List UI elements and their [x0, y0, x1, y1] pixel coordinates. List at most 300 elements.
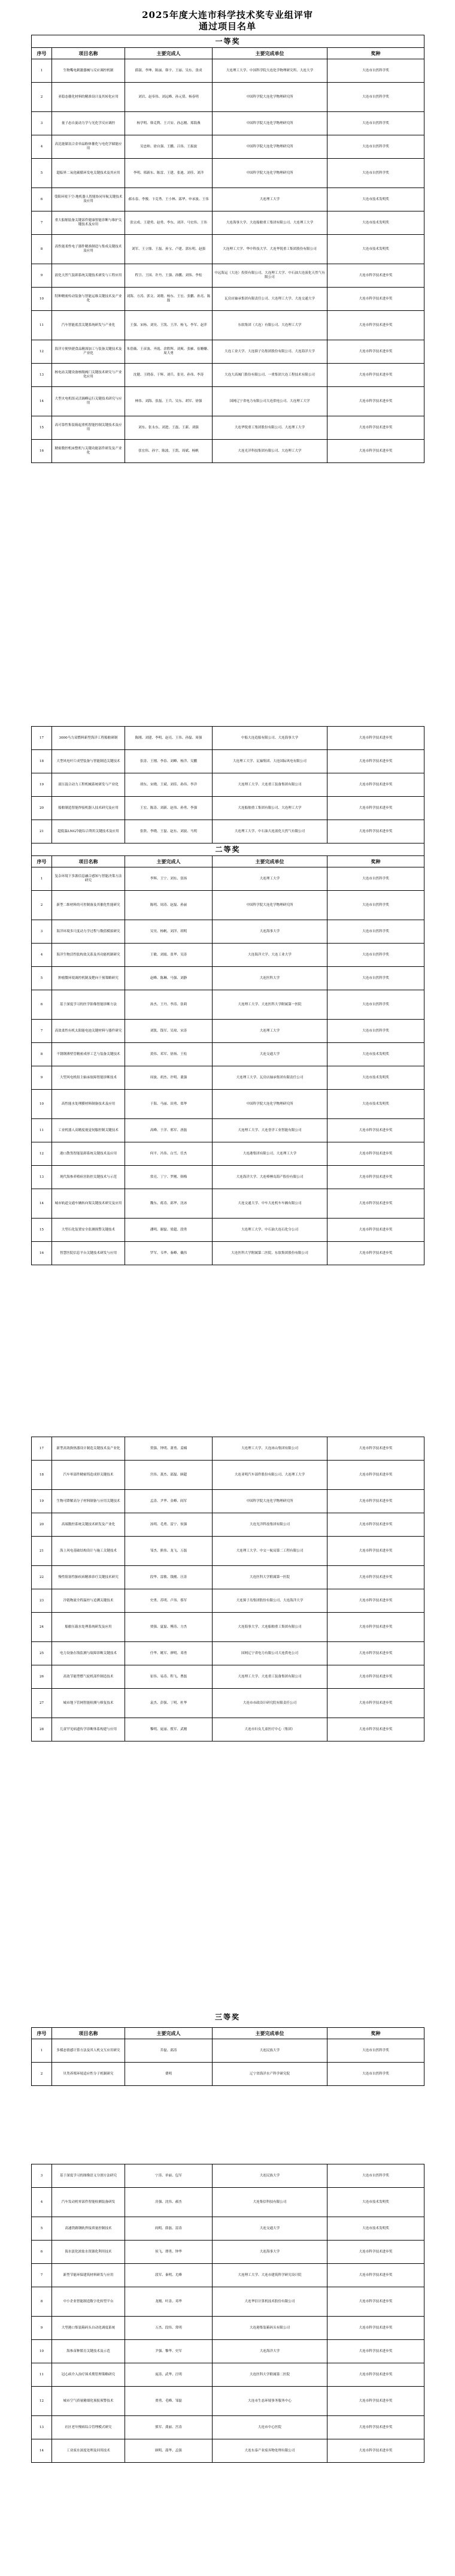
cell-award-type: 大连市自然科学奖: [327, 83, 424, 112]
table-row: [32, 264, 424, 288]
cell-no: 20: [32, 1513, 52, 1537]
cell-no: 21: [32, 820, 52, 843]
cell-people: 王强、宋杨、刘昊、王凯、王洋、杨飞、李军、赵萍: [125, 311, 213, 340]
cell-award-type: 大连市技术发明奖: [327, 188, 424, 211]
table-row: [32, 2387, 424, 2416]
cell-project-name: 汽车零部件精密铸造成形关键技术: [52, 1461, 125, 1490]
cell-people: 张欣、李晓、王磊、赵东、刘波、马明: [125, 820, 213, 843]
cell-units: 大连理工大学: [213, 867, 327, 891]
cell-no: 5: [32, 967, 52, 990]
cell-units: 中国科学院大连化学物理研究所: [213, 1490, 327, 1513]
table-row: [32, 2039, 424, 2063]
cell-units: 大连光洋科技集团有限公司: [213, 1513, 327, 1537]
cell-units: 大连理工大学、瓦房店轴承集团有限责任公司: [213, 1066, 327, 1090]
cell-no: 9: [32, 2317, 52, 2340]
table-row: [32, 1219, 424, 1242]
cell-people: 庞涛、武华、汪明: [125, 2363, 213, 2387]
cell-project-name: 复杂环境下多源信息融合感知与智能决策方法研究: [52, 867, 125, 891]
table-row: [32, 944, 424, 967]
table-row: [32, 727, 424, 750]
cell-project-name: 核电站关键设备核级阀门关键技术研究与产业化应用: [52, 364, 125, 387]
awards-table: [31, 35, 424, 463]
cell-project-name: 多模态情感计算方法及其人机交互应用研究: [52, 2039, 125, 2063]
cell-no: 23: [32, 1589, 52, 1613]
cell-no: 19: [32, 1490, 52, 1513]
cell-award-type: 大连市技术发明奖: [327, 211, 424, 235]
cell-award-type: 大连市自然科学奖: [327, 112, 424, 135]
cell-units: 大连工业大学、大连獐子岛集团股份有限公司、大连海洋大学: [213, 340, 327, 364]
cell-award-type: 大连市科学技术进步奖: [327, 2340, 424, 2363]
cell-no: 18: [32, 1461, 52, 1490]
cell-people: 张宗成、王建勇、赵勇、李东、刘洋、马宏伟、王伟: [125, 211, 213, 235]
cell-units: 大连医科大学附属第二医院: [213, 2363, 327, 2387]
cell-people: 周波、胡杰、许明、董强: [125, 1066, 213, 1090]
table-row: [32, 1642, 424, 1665]
cell-project-name: 基于深度学习的医学影像智能诊断方法: [52, 990, 125, 1020]
cell-units: 中远海运（大连）投资有限公司、大连理工大学、中石油大连液化天然气有限公司: [213, 264, 327, 288]
cell-award-type: 大连市科学技术进步奖: [327, 1566, 424, 1589]
cell-award-type: 大连市科学技术进步奖: [327, 1513, 424, 1537]
table-row: [32, 2317, 424, 2340]
cell-project-name: 超临界二氧化碳循环发电关键技术及其应用: [52, 159, 125, 188]
cell-award-type: 大连市科学技术进步奖: [327, 264, 424, 288]
table-row: [32, 288, 424, 311]
cell-project-name: 量子态自旋动力学与光化学反应调控: [52, 112, 125, 135]
table-row: [32, 235, 424, 264]
cell-no: 18: [32, 750, 52, 773]
cell-project-name: 大型风电叶片成型装备与智能制造关键技术: [52, 750, 125, 773]
cell-units: 大连亚明汽车部件股份有限公司、大连理工大学: [213, 1461, 327, 1490]
cell-units: 大连交通大学: [213, 2217, 327, 2241]
cell-people: 贾勇、毛峰、邹磊: [125, 2387, 213, 2416]
cell-award-type: 大连市技术发明奖: [327, 2217, 424, 2241]
table-row: [32, 1461, 424, 1490]
cell-units: 大连港集团有限公司、大连理工大学: [213, 1142, 327, 1166]
cell-no: 6: [32, 188, 52, 211]
cell-units: 大连獐子岛集团股份有限公司、大连海洋大学: [213, 1589, 327, 1613]
table-row: [32, 1490, 424, 1513]
cell-no: 8: [32, 235, 52, 264]
cell-award-type: 大连市科学技术进步奖: [327, 1242, 424, 1265]
cell-award-type: 大连市自然科学奖: [327, 990, 424, 1020]
cell-project-name: 工业废水深度处理及回用技术: [52, 2439, 125, 2463]
cell-no: 16: [32, 1242, 52, 1265]
cell-no: 13: [32, 2416, 52, 2439]
cell-people: 万杰、段伟、常明: [125, 2317, 213, 2340]
cell-units: 国网辽宁省电力有限公司大连供电公司: [213, 1642, 327, 1665]
cell-people: 熊军、龚丽、宫涛: [125, 2416, 213, 2439]
cell-project-name: 大型港口集装箱码头自动化调度系统: [52, 2317, 125, 2340]
cell-award-type: 大连市科学技术进步奖: [327, 288, 424, 311]
table-row: [32, 797, 424, 820]
cell-units: 大连理工大学、大连冰山集团有限公司: [213, 1437, 327, 1461]
cell-award-type: 大连市科学技术进步奖: [327, 1490, 424, 1513]
cell-no: 26: [32, 1665, 52, 1689]
cell-award-type: 大连市科学技术进步奖: [327, 750, 424, 773]
cell-no: 3: [32, 112, 52, 135]
cell-units: 大连医科大学附属第一医院: [213, 1566, 327, 1589]
cell-people: 李辉、王宁、刘东、张扬: [125, 867, 213, 891]
cell-award-type: 大连市自然科学奖: [327, 2063, 424, 2086]
cell-award-type: 大连市科学技术进步奖: [327, 387, 424, 416]
table-row: [32, 1513, 424, 1537]
cell-people: 张涛、王刚、李春、刘峰、杨洋、吴鹏: [125, 750, 213, 773]
table-row: [32, 1566, 424, 1589]
cell-project-name: 肿瘤微环境调控机制及靶向干预策略研究: [52, 967, 125, 990]
table-row: [32, 1437, 424, 1461]
cell-people: 宫伟、龚杰、邵磊、顾超: [125, 1461, 213, 1490]
cell-units: 大连海事大学: [213, 2241, 327, 2264]
col-header-no: 序号: [32, 856, 52, 867]
cell-people: 王宏、陈涛、刘新、赵伟、孙勇、李强: [125, 797, 213, 820]
table-row: [32, 820, 424, 843]
col-header-name: 项目名称: [52, 856, 125, 867]
cell-units: 大连海事大学、大连船舶重工集团有限公司: [213, 1613, 327, 1642]
col-header-no: 序号: [32, 2028, 52, 2039]
cell-units: 大连理工大学、大连重工装备集团有限公司: [213, 1665, 327, 1689]
cell-people: 薛淑、李坤、陈丽、韩宇、王丽、吴东、张成: [125, 59, 213, 83]
table-row: [32, 2063, 424, 2086]
cell-people: 赵峰、陈琳、马强、刘静: [125, 967, 213, 990]
cell-award-type: 大连市自然科学奖: [327, 920, 424, 944]
cell-award-type: 大连市科学技术进步奖: [327, 440, 424, 463]
table-row: [32, 1066, 424, 1090]
cell-people: 陈刚、刘建、李明、赵亮、王伟、孙磊、周强: [125, 727, 213, 750]
cell-project-name: 亚稳态催化材料的精准设计及其转化应用: [52, 83, 125, 112]
cell-project-name: 工业机器人高精度视觉伺服控制关键技术: [52, 1119, 125, 1142]
cell-units: 大连船舶重工集团有限公司、大连理工大学: [213, 797, 327, 820]
cell-people: 任华、姚军、廖明、邓勇: [125, 1642, 213, 1665]
cell-project-name: 受限环境下空-地机器人智能协同导航关键技术及应用: [52, 188, 125, 211]
cell-units: 中国科学院大连化学物理研究所: [213, 83, 327, 112]
cell-project-name: 汽车智能底盘关键系统研发与产业化: [52, 311, 125, 340]
cell-project-name: 基于深度学习的图像语义分割方法研究: [52, 2164, 125, 2188]
cell-people: 阎明、薛磊、雷涛: [125, 2217, 213, 2241]
cell-project-name: 冠心病介入治疗围术期管理策略研究: [52, 2363, 125, 2387]
cell-people: 朱蓓薇、王彦波、齐霞、余胜辉、刘爽、张雁、崔姗姗、周大勇: [125, 340, 213, 364]
cell-units: 大连海洋大学、大连工业大学: [213, 944, 327, 967]
table-part-1: [31, 35, 424, 463]
table-row: [32, 1020, 424, 1043]
cell-people: 李明、邢新东、陈雷、王建、张迪、刘佳、刘洋: [125, 159, 213, 188]
section-title-first: 一等奖: [32, 35, 424, 48]
cell-project-name: 重大船舶装备关键部件健康智能诊断与维护关键技术及应用: [52, 211, 125, 235]
cell-project-name: 海洋环境多尺度动力学过程与数值模拟研究: [52, 920, 125, 944]
cell-units: 大连大高阀门股份有限公司、一重集团大连工程技术有限公司: [213, 364, 327, 387]
cell-no: 22: [32, 1566, 52, 1589]
cell-no: 1: [32, 2039, 52, 2063]
cell-people: 沈健、王晓春、于辉、刘兵、张昊、孙伟、李涛: [125, 364, 213, 387]
table-row: [32, 1090, 424, 1119]
cell-people: 陈明、周涛、赵磊、孙丽: [125, 891, 213, 920]
cell-project-name: 高性能柔性电子器件精准制造与集成关键技术及应用: [52, 235, 125, 264]
cell-people: 潘明、谢磊、梁超、段勇: [125, 1219, 213, 1242]
table-row: [32, 1665, 424, 1689]
cell-people: 高峰、于洋、邢军、唐磊: [125, 1119, 213, 1142]
cell-no: 21: [32, 1537, 52, 1566]
table-row: [32, 211, 424, 235]
cell-no: 8: [32, 1043, 52, 1066]
cell-award-type: 大连市科学技术进步奖: [327, 1189, 424, 1219]
cell-project-name: 不锈钢薄壁管精密成形工艺与装备关键技术: [52, 1043, 125, 1066]
cell-project-name: 大型风电机组主轴承故障智能诊断技术: [52, 1066, 125, 1090]
cell-no: 1: [32, 867, 52, 891]
cell-units: 大连海洋大学: [213, 2340, 327, 2363]
cell-no: 11: [32, 1119, 52, 1142]
cell-people: 黎明、庞丽、殷军、武刚: [125, 1718, 213, 1741]
cell-people: 史勇、苏明、卢伟、蔡军: [125, 1589, 213, 1613]
cell-people: 杨学明、韩克利、王兴安、孙志刚、郑海燕: [125, 112, 213, 135]
table-row: [32, 1589, 424, 1613]
table-part-2: [31, 726, 424, 1265]
cell-project-name: 城市轨道交通车辆转向架关键技术研究及应用: [52, 1189, 125, 1219]
col-header-units: 主要完成单位: [213, 48, 327, 59]
cell-award-type: 大连市科学技术进步奖: [327, 2241, 424, 2264]
cell-units: 大连港集装箱码头有限公司: [213, 2317, 327, 2340]
cell-project-name: 海参苗种繁育关键技术及示范: [52, 2340, 125, 2363]
cell-people: 孟涛、尹华、金峰、阎军: [125, 1490, 213, 1513]
cell-no: 10: [32, 1090, 52, 1119]
table-row: [32, 2188, 424, 2217]
table-row: [32, 112, 424, 135]
table-row: [32, 891, 424, 920]
cell-award-type: 大连市科学技术进步奖: [327, 340, 424, 364]
cell-units: 大连海洋大学、大连棒棰岛海产股份有限公司: [213, 1166, 327, 1189]
cell-people: 王敏、刘霞、张华、吴涛: [125, 944, 213, 967]
cell-award-type: 大连市自然科学奖: [327, 1020, 424, 1043]
cell-award-type: 大连市技术发明奖: [327, 1043, 424, 1066]
cell-units: 大连集信科技有限公司: [213, 2188, 327, 2217]
table-row: [32, 1119, 424, 1142]
cell-people: 魏东、蒋涛、邱华、沈冰: [125, 1189, 213, 1219]
cell-people: 何平、冯伟、白雪、任杰: [125, 1142, 213, 1166]
cell-no: 1: [32, 59, 52, 83]
cell-no: 25: [32, 1642, 52, 1665]
table-row: [32, 1142, 424, 1166]
cell-award-type: 大连市科学技术进步奖: [327, 2416, 424, 2439]
cell-units: 大连市生态环境事务服务中心: [213, 2387, 327, 2416]
cell-people: 胡东、宋晓、王斌、刘佳、孙伟、李洋: [125, 773, 213, 797]
cell-units: 大连理工大学: [213, 1020, 327, 1043]
cell-award-type: 大连市科学技术进步奖: [327, 1461, 424, 1490]
cell-no: 27: [32, 1689, 52, 1718]
cell-project-name: 智慧医院信息平台关键技术研发与应用: [52, 1242, 125, 1265]
cell-project-name: 社区老年慢病综合管理模式研究: [52, 2416, 125, 2439]
table-row: [32, 2363, 424, 2387]
cell-award-type: 大连市技术发明奖: [327, 1066, 424, 1090]
cell-units: 瓦房店轴承集团有限责任公司、大连理工大学、大连交通大学: [213, 288, 327, 311]
cell-no: 14: [32, 2439, 52, 2463]
cell-award-type: 大连市科学技术进步奖: [327, 416, 424, 440]
cell-award-type: 大连市科学技术进步奖: [327, 1142, 424, 1166]
cell-no: 9: [32, 264, 52, 288]
cell-no: 12: [32, 340, 52, 364]
table-row: [32, 83, 424, 112]
cell-units: 中船大连造船有限公司、大连海事大学: [213, 727, 327, 750]
cell-people: 乔磊、邱涛: [125, 2039, 213, 2063]
cell-units: 大连理工大学、大连医科大学附属第一医院: [213, 990, 327, 1020]
cell-award-type: 大连市科学技术进步奖: [327, 1613, 424, 1642]
cell-no: 3: [32, 2164, 52, 2188]
cell-award-type: 大连市技术发明奖: [327, 1090, 424, 1119]
cell-units: 大连海事大学: [213, 920, 327, 944]
cell-no: 14: [32, 387, 52, 416]
cell-units: 大连理工大学、瓦轴集团、大连国际风电有限公司: [213, 750, 327, 773]
cell-project-name: 海洋方便快捷食品精深加工与装备关键技术及产业化: [52, 340, 125, 364]
cell-project-name: 中小企业智能制造数字化转型平台: [52, 2287, 125, 2317]
table-row: [32, 387, 424, 416]
cell-project-name: 船舶压载水处理系统研发及应用: [52, 1613, 125, 1642]
cell-no: 5: [32, 2217, 52, 2241]
awards-table: [31, 726, 424, 1265]
cell-units: 中国科学院大连化学物理研究所: [213, 891, 327, 920]
table-row: [32, 416, 424, 440]
cell-people: 贺强、钟明、萧勇、姜楠: [125, 1437, 213, 1461]
cell-award-type: 大连市自然科学奖: [327, 135, 424, 159]
cell-no: 5: [32, 159, 52, 188]
cell-award-type: 大连市自然科学奖: [327, 867, 424, 891]
cell-project-name: 高端数控系统关键技术研发及产业化: [52, 1513, 125, 1537]
cell-units: 大连交通大学: [213, 1043, 327, 1066]
col-header-award: 奖种: [327, 48, 424, 59]
cell-award-type: 大连市科学技术进步奖: [327, 2264, 424, 2287]
col-header-award: 奖种: [327, 2028, 424, 2039]
cell-units: 中国科学院大连化学物理研究所: [213, 1090, 327, 1119]
cell-project-name: 大型石化装置安全监测预警关键技术: [52, 1219, 125, 1242]
cell-project-name: 液化天然气装卸系统关键技术研发与工程应用: [52, 264, 125, 288]
cell-no: 7: [32, 2264, 52, 2287]
col-header-people: 主要完成人: [125, 856, 213, 867]
cell-no: 12: [32, 1142, 52, 1166]
awards-table: [31, 2027, 424, 2086]
table-part-5: [31, 2164, 424, 2463]
table-row: [32, 1689, 424, 1718]
cell-units: 大连理工大学、中石油大连石化分公司: [213, 1219, 327, 1242]
page-title-line2: 通过项目名单: [198, 21, 256, 32]
cell-units: 大连民族大学: [213, 2164, 327, 2188]
table-row: [32, 2241, 424, 2264]
cell-project-name: 高性能水处理膜材料制备技术及应用: [52, 1090, 125, 1119]
cell-no: 20: [32, 797, 52, 820]
cell-project-name: 高速铁路钢轨焊接质量控制技术: [52, 2217, 125, 2241]
cell-project-name: 生物可降解高分子材料制备与应用关键技术: [52, 1490, 125, 1513]
cell-no: 16: [32, 440, 52, 463]
cell-units: 大连市市政设计研究院有限责任公司: [213, 1689, 327, 1718]
cell-project-name: 生物嘴电刺激器械与反应调控机制: [52, 59, 125, 83]
cell-project-name: 现代海参养殖病害防控关键技术与示范: [52, 1166, 125, 1189]
cell-units: 辽宁省海洋水产科学研究院: [213, 2063, 327, 2086]
table-row: [32, 159, 424, 188]
cell-award-type: 大连市技术发明奖: [327, 235, 424, 264]
cell-people: 费明: [125, 2063, 213, 2086]
cell-award-type: 大连市科学技术进步奖: [327, 1437, 424, 1461]
table-row: [32, 59, 424, 83]
cell-people: 尹强、黎华、史军: [125, 2340, 213, 2363]
cell-award-type: 大连市科学技术进步奖: [327, 1718, 424, 1741]
cell-units: 中国科学院大连化学物理研究所: [213, 159, 327, 188]
cell-award-type: 大连市科学技术进步奖: [327, 2287, 424, 2317]
cell-people: 黄伟、邓军、徐扬、王松: [125, 1043, 213, 1066]
cell-units: 大连市中心医院: [213, 2416, 327, 2439]
cell-project-name: 大型火电机组灵活调峰运行关键技术研究与应用: [52, 387, 125, 416]
cell-units: 大连理工大学、大连重工装备集团有限公司: [213, 773, 327, 797]
table-row: [32, 1613, 424, 1642]
cell-units: 大连医科大学附属第二医院、东软集团股份有限公司: [213, 1242, 327, 1265]
cell-award-type: 大连市自然科学奖: [327, 944, 424, 967]
cell-project-name: 船舶制造智能焊接机器人技术研究及应用: [52, 797, 125, 820]
section-title-third: 三等奖: [214, 2013, 240, 2021]
cell-award-type: 大连市自然科学奖: [327, 891, 424, 920]
cell-people: 于海、马丽、田勇、郑华: [125, 1090, 213, 1119]
cell-award-type: 大连市自然科学奖: [327, 159, 424, 188]
cell-people: 顾明、邵华、孟强: [125, 2439, 213, 2463]
cell-project-name: 城市地下管网智能检测与修复技术: [52, 1689, 125, 1718]
cell-units: 大连东泰产业废弃物处理有限公司: [213, 2439, 327, 2463]
cell-no: 13: [32, 364, 52, 387]
table-row: [32, 1242, 424, 1265]
cell-no: 7: [32, 211, 52, 235]
cell-no: 4: [32, 944, 52, 967]
cell-units: 大连理工大学、大连市建筑科学研究设计院: [213, 2264, 327, 2287]
cell-project-name: 液压混合动力工程机械系统研发与产业化: [52, 773, 125, 797]
cell-units: 大连医科大学: [213, 967, 327, 990]
cell-no: 6: [32, 2241, 52, 2264]
cell-project-name: 高效节能型燃气轮机部件制造技术: [52, 1665, 125, 1689]
cell-people: 孙杰、王丹、李涛、张莉: [125, 990, 213, 1020]
cell-award-type: 大连市科学技术进步奖: [327, 727, 424, 750]
cell-people: 郝永春、李俊、卞克秀、王小林、邵华、申承波、王伟: [125, 188, 213, 211]
table-row: [32, 920, 424, 944]
cell-award-type: 大连市科学技术进步奖: [327, 773, 424, 797]
cell-project-name: 高效柔性有机太阳能电池关键材料与器件研究: [52, 1020, 125, 1043]
cell-award-type: 大连市自然科学奖: [327, 2164, 424, 2188]
cell-units: 大连华锐重工集团股份有限公司、大连理工大学: [213, 416, 327, 440]
cell-units: 中国科学院大连化学物理研究所: [213, 135, 327, 159]
table-row: [32, 773, 424, 797]
table-row: [32, 750, 424, 773]
cell-units: 大连理工大学、中石油大连液化天然气有限公司: [213, 820, 327, 843]
cell-units: 大连理工大学、中交一航局第二工程有限公司: [213, 1537, 327, 1566]
cell-no: 12: [32, 2387, 52, 2416]
cell-people: 程卫、王国、许丹、王强、孙鹏、刘伟、李松: [125, 264, 213, 288]
cell-award-type: 大连市科学技术进步奖: [327, 1219, 424, 1242]
cell-no: 3: [32, 920, 52, 944]
cell-project-name: 城市空气质量精细化预报预警技术: [52, 2387, 125, 2416]
cell-award-type: 大连市科学技术进步奖: [327, 2387, 424, 2416]
cell-people: 刘军、王立鼎、王磊、孙宝、卢建、郭东明、赵强: [125, 235, 213, 264]
cell-people: 房强、沈伟、郝杰: [125, 2188, 213, 2217]
cell-award-type: 大连市技术发明奖: [327, 2188, 424, 2217]
cell-units: 大连海事大学、大连船舶重工集团有限公司、大连理工大学: [213, 211, 327, 235]
col-header-name: 项目名称: [52, 2028, 125, 2039]
table-part-4: [31, 2027, 424, 2086]
cell-people: 吴忠帅、徐自强、王鹏、吕伟、王振波: [125, 135, 213, 159]
cell-award-type: 大连市自然科学奖: [327, 59, 424, 83]
col-header-people: 主要完成人: [125, 2028, 213, 2039]
cell-project-name: 3000马力双燃料新型海洋工程船舶研制: [52, 727, 125, 750]
cell-units: 大连市妇女儿童医疗中心（集团）: [213, 1718, 327, 1741]
cell-project-name: 港口散货智能装卸系统关键技术及应用: [52, 1142, 125, 1166]
cell-no: 28: [32, 1718, 52, 1741]
col-header-people: 主要完成人: [125, 48, 213, 59]
table-row: [32, 364, 424, 387]
cell-project-name: 超低温LNG冷能综合利用关键技术及应用: [52, 820, 125, 843]
cell-no: 17: [32, 1437, 52, 1461]
cell-units: 大连理工大学、中国科学院大连化学物理研究所、大连大学: [213, 59, 327, 83]
cell-project-name: 汽车发动机零部件智能检测装备研发: [52, 2188, 125, 2217]
table-row: [32, 1166, 424, 1189]
cell-no: 14: [32, 1189, 52, 1219]
